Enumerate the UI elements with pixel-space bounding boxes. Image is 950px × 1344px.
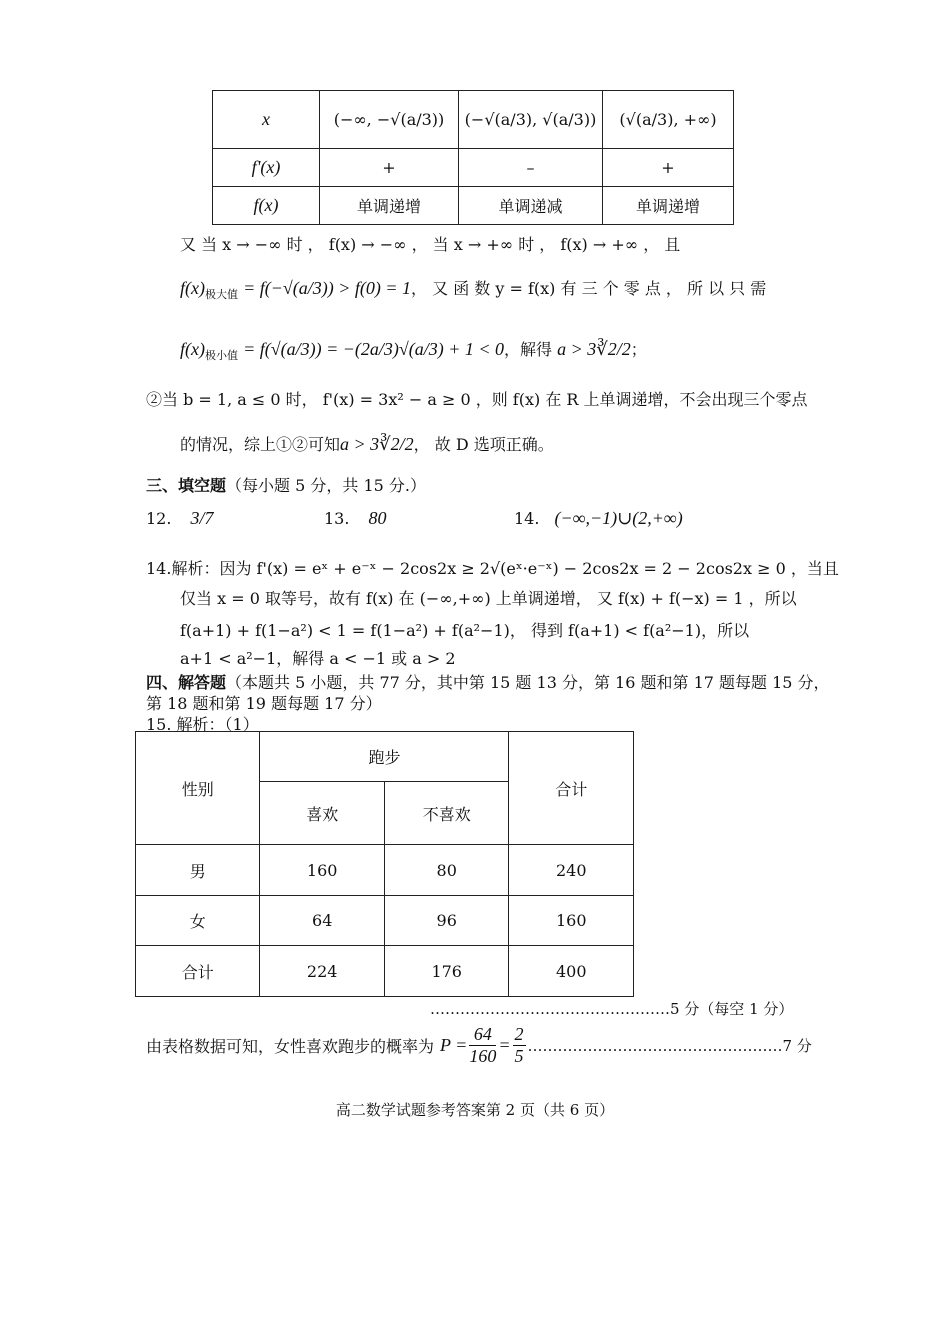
- para-line-2: [180, 276, 766, 302]
- answer-14-num: 14.: [514, 509, 540, 528]
- fraction-1-numerator: 64: [469, 1024, 496, 1046]
- total-header: 合计: [509, 732, 634, 845]
- answer-13-num: 13.: [324, 509, 350, 528]
- answer-12-num: 12.: [146, 509, 172, 528]
- derivative-sign-1: +: [320, 149, 459, 187]
- monotonic-table: [212, 90, 734, 225]
- row-female-label: 女: [136, 896, 260, 946]
- answer-12: [146, 508, 214, 529]
- row-male-label: 男: [136, 845, 260, 896]
- probability-line: [146, 1018, 812, 1072]
- section3-heading: [146, 473, 426, 496]
- interval-1: (−∞, −√(a/3)): [320, 91, 459, 149]
- page-footer: 高二数学试题参考答案第 2 页（共 6 页）: [335, 1101, 615, 1119]
- score-note-1: …………………………………………5 分（每空 1 分）: [430, 1000, 794, 1018]
- fraction-2-denominator: 5: [514, 1045, 524, 1066]
- equals-sign: =: [498, 1034, 511, 1055]
- row-total-total: 400: [509, 946, 634, 997]
- solve-result: a > 3∛2/2: [557, 339, 631, 359]
- monotonic-2: 单调递减: [459, 187, 603, 225]
- fraction-2-numerator: 2: [514, 1023, 524, 1044]
- answer-14-value: (−∞,−1)∪(2,+∞): [554, 508, 683, 528]
- para-line-2-tail: ， 又 函 数 y = f(x) 有 三 个 零 点 ， 所 以 只 需: [411, 279, 767, 298]
- row-female-dislike: 96: [384, 896, 509, 946]
- fraction-1-denominator: 160: [469, 1045, 497, 1066]
- q14-line-3: f(a+1) + f(1−a²) < 1 = f(1−a²) + f(a²−1)， 得到 f(a+1) < f(a²−1)，所以: [180, 621, 750, 640]
- section3-note: （每小题 5 分，共 15 分.）: [226, 476, 426, 495]
- max-expr: = f(−√(a/3)) > f(0) = 1: [243, 278, 412, 298]
- min-expr: = f(√(a/3)) = −(2a/3)√(a/3) + 1 < 0: [243, 339, 505, 359]
- row-male-dislike: 80: [384, 845, 509, 896]
- row-female-total: 160: [509, 896, 634, 946]
- probability-text: 由表格数据可知，女性喜欢跑步的概率为: [146, 1036, 435, 1056]
- row-male-like: 160: [260, 845, 385, 896]
- fx-label: f(x): [180, 278, 205, 298]
- derivative-sign-3: +: [603, 149, 734, 187]
- solve-label: ，解得: [504, 340, 553, 359]
- para-line-4: ②当 b = 1, a ≤ 0 时， f'(x) = 3x² − a ≥ 0 ，则 f(x) 在 R 上单调递增，不会出现三个零点: [146, 390, 808, 409]
- running-header: 跑步: [260, 732, 509, 782]
- section4-note-1: （本题共 5 小题，共 77 分，其中第 15 题 13 分，第 16 题和第 17 题每题 15 分，: [226, 673, 830, 692]
- section4-note-2: 第 18 题和第 19 题每题 17 分）: [146, 694, 382, 713]
- contingency-table: [135, 731, 634, 997]
- derivative-label: f'(x): [213, 149, 320, 187]
- section4-title: 四、解答题: [146, 673, 227, 692]
- answer-14: [514, 508, 683, 529]
- interval-2: (−√(a/3), √(a/3)): [459, 91, 603, 149]
- score-note-2: ……………………………………………7 分: [527, 1036, 812, 1055]
- semicolon: ；: [630, 340, 647, 359]
- row-female-like: 64: [260, 896, 385, 946]
- row-male-total: 240: [509, 845, 634, 896]
- para-line-5: [180, 432, 554, 455]
- fx-label-2: f(x): [180, 339, 205, 359]
- dislike-header: 不喜欢: [384, 782, 509, 845]
- q14-line-4: a+1 < a²−1，解得 a < −1 或 a > 2: [180, 649, 456, 668]
- min-sub: 极小值: [204, 349, 238, 363]
- gender-header: 性别: [136, 732, 260, 845]
- conclusion-expr: a > 3∛2/2: [340, 434, 414, 454]
- conclusion-lead: 的情况，综上①②可知: [180, 435, 341, 454]
- like-header: 喜欢: [260, 782, 385, 845]
- section3-title: 三、填空题: [146, 476, 227, 495]
- fraction-2: [513, 1024, 526, 1066]
- q14-line-1: 14.解析：因为 f'(x) = eˣ + e⁻ˣ − 2cos2x ≥ 2√(eˣ·e⁻ˣ) − 2cos2x = 2 − 2cos2x ≥ 0 ，当且: [146, 559, 839, 578]
- monotonic-1: 单调递增: [320, 187, 459, 225]
- max-sub: 极大值: [204, 288, 238, 302]
- answer-12-value: 3/7: [190, 508, 214, 528]
- answer-13-value: 80: [368, 508, 387, 528]
- row-total-dislike: 176: [384, 946, 509, 997]
- derivative-sign-2: –: [459, 149, 603, 187]
- q14-line-2: 仅当 x = 0 取等号，故有 f(x) 在 (−∞,+∞) 上单调递增， 又 f(x) + f(−x) = 1 ，所以: [180, 589, 797, 608]
- row-total-label: 合计: [136, 946, 260, 997]
- answer-13: [324, 508, 387, 529]
- monotonic-3: 单调递增: [603, 187, 734, 225]
- fraction-1: [469, 1024, 496, 1066]
- header-x: x: [213, 91, 320, 149]
- function-label: f(x): [213, 187, 320, 225]
- q15-label: 15. 解析：（1）: [146, 715, 259, 734]
- interval-3: (√(a/3), +∞): [603, 91, 734, 149]
- section4-heading: [146, 670, 830, 693]
- row-total-like: 224: [260, 946, 385, 997]
- para-line-1: 又 当 x → −∞ 时 ， f(x) → −∞ ， 当 x → +∞ 时 ， f(x) → +∞ ， 且: [180, 235, 681, 254]
- conclusion-tail: ， 故 D 选项正确。: [413, 435, 554, 454]
- probability-symbol: P =: [440, 1034, 468, 1055]
- para-line-3: [180, 337, 647, 363]
